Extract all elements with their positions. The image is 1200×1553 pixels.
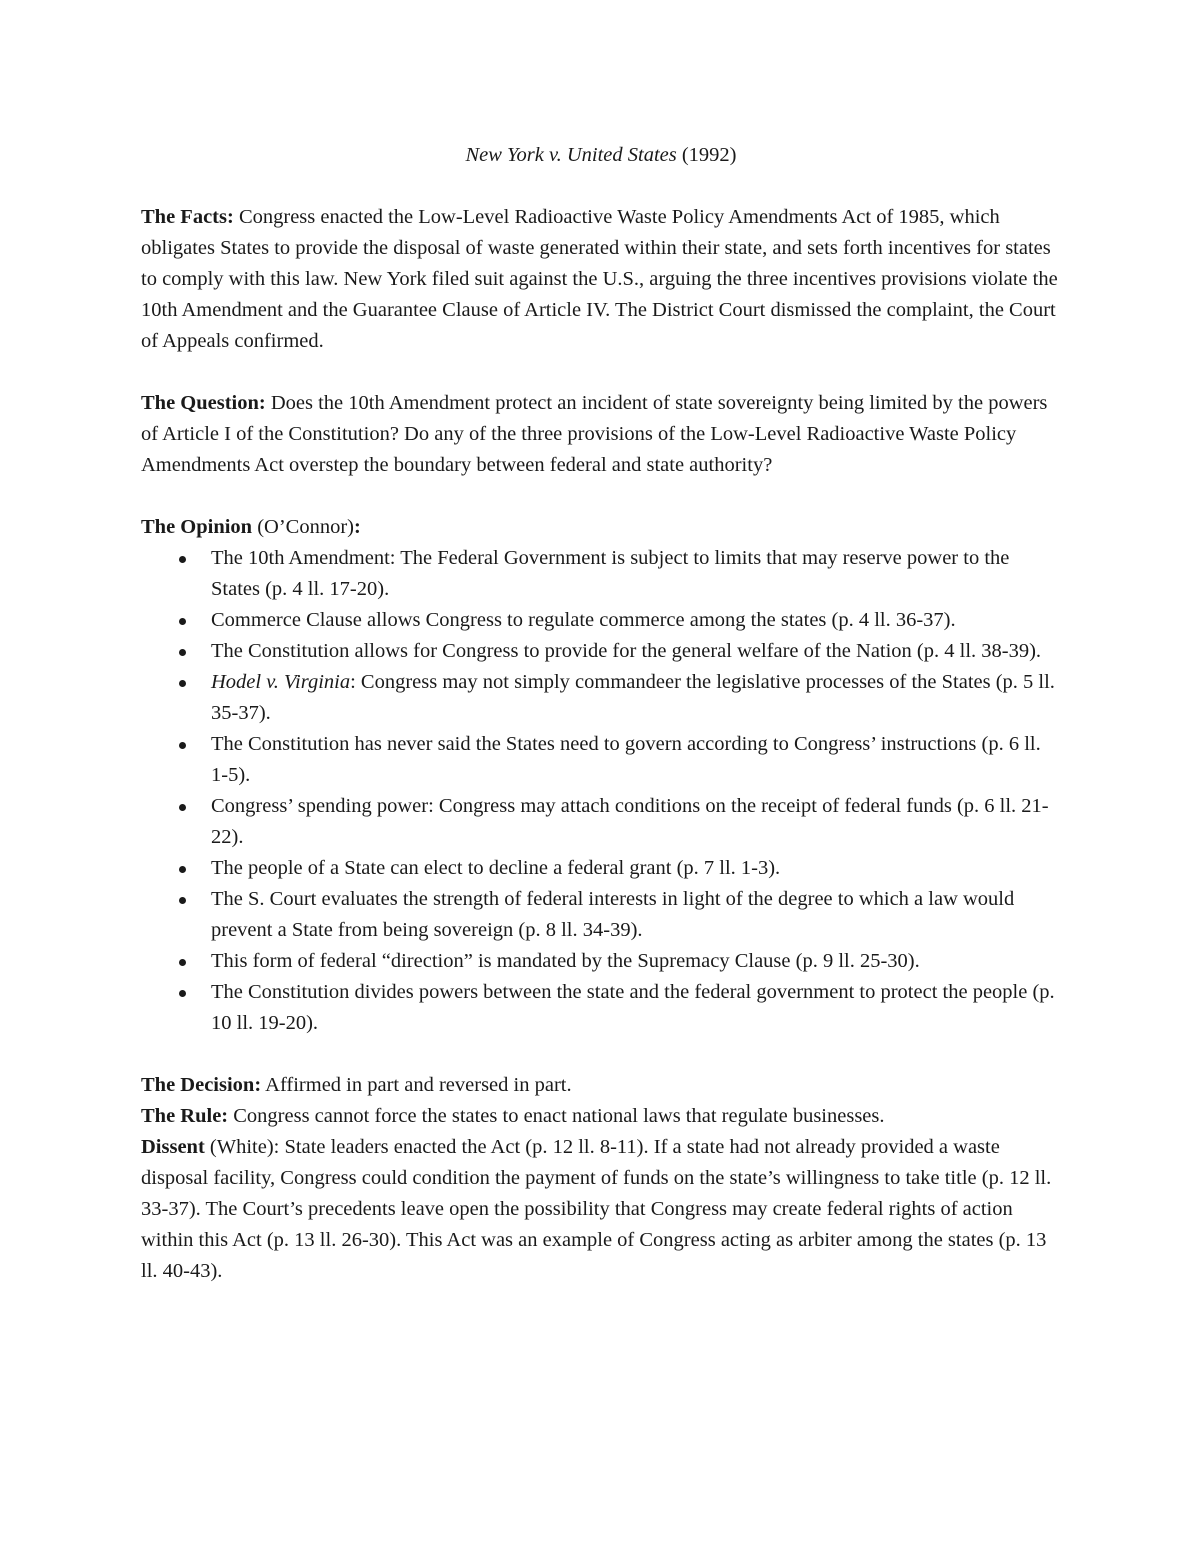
rule-text: Congress cannot force the states to enact national laws that regulate businesses. bbox=[228, 1105, 885, 1127]
dissent-author: (White): bbox=[204, 1136, 280, 1158]
facts-paragraph bbox=[141, 202, 1061, 357]
list-item bbox=[141, 605, 1061, 636]
list-item-text: The Constitution divides powers between the state and the federal government to protect the people (p. 10 ll. 19-20). bbox=[211, 981, 1055, 1034]
list-item bbox=[141, 636, 1061, 667]
spacer bbox=[141, 1039, 1061, 1070]
list-item bbox=[141, 946, 1061, 977]
bullet-icon bbox=[179, 618, 186, 625]
bullet-icon bbox=[179, 959, 186, 966]
list-item-text: The people of a State can elect to decline a federal grant (p. 7 ll. 1-3). bbox=[211, 857, 781, 879]
bullet-icon bbox=[179, 649, 186, 656]
opinion-label: The Opinion bbox=[141, 516, 253, 538]
opinion-colon: : bbox=[354, 516, 361, 538]
question-paragraph bbox=[141, 388, 1061, 481]
opinion-list bbox=[141, 543, 1061, 1039]
opinion-author: (O’Connor) bbox=[252, 516, 355, 538]
dissent-text: State leaders enacted the Act (p. 12 ll. 8-11). If a state had not already provided a waste disposal facility, Congress could condition the payment of funds on the state’s willingness to take title (p. 12 ll. 33-37). The Court’s precedents leave open the possibility that Congress may create federal rights of action within this Act (p. 13 ll. 26-30). This Act was an example of Congress acting as arbiter among the states (p. 13 ll. 40-43). bbox=[141, 1136, 1052, 1282]
document-page bbox=[141, 140, 1061, 1287]
case-name: New York v. United States bbox=[465, 144, 677, 166]
list-item-text: The Constitution allows for Congress to provide for the general welfare of the Nation (p. 4 ll. 38-39). bbox=[211, 640, 1042, 662]
bullet-icon bbox=[179, 556, 186, 563]
question-label: The Question: bbox=[141, 392, 266, 414]
list-item-text: Commerce Clause allows Congress to regulate commerce among the states (p. 4 ll. 36-37). bbox=[211, 609, 956, 631]
list-item-italic: Hodel v. Virginia bbox=[211, 671, 351, 693]
list-item-text: : Congress may not simply commandeer the legislative processes of the States (p. 5 ll. 35-37). bbox=[211, 671, 1055, 724]
rule-paragraph bbox=[141, 1101, 1061, 1132]
list-item-text: Congress’ spending power: Congress may attach conditions on the receipt of federal funds (p. 6 ll. 21-22). bbox=[211, 795, 1049, 848]
decision-paragraph bbox=[141, 1070, 1061, 1101]
list-item bbox=[141, 543, 1061, 605]
list-item bbox=[141, 791, 1061, 853]
rule-label: The Rule: bbox=[141, 1105, 229, 1127]
list-item-text: The S. Court evaluates the strength of federal interests in light of the degree to which a law would prevent a State from being sovereign (p. 8 ll. 34-39). bbox=[211, 888, 1015, 941]
bullet-icon bbox=[179, 897, 186, 904]
list-item-text: The Constitution has never said the States need to govern according to Congress’ instructions (p. 6 ll. 1-5). bbox=[211, 733, 1041, 786]
bullet-icon bbox=[179, 990, 186, 997]
list-item bbox=[141, 977, 1061, 1039]
spacer bbox=[141, 357, 1061, 388]
list-item bbox=[141, 729, 1061, 791]
bullet-icon bbox=[179, 680, 186, 687]
facts-label: The Facts: bbox=[141, 206, 234, 228]
decision-label: The Decision: bbox=[141, 1074, 262, 1096]
decision-text: Affirmed in part and reversed in part. bbox=[261, 1074, 572, 1096]
dissent-label: Dissent bbox=[141, 1136, 205, 1158]
spacer bbox=[141, 481, 1061, 512]
list-item bbox=[141, 884, 1061, 946]
list-item bbox=[141, 853, 1061, 884]
question-text: Does the 10th Amendment protect an incident of state sovereignty being limited by the powers of Article I of the Constitution? Do any of the three provisions of the Low-Level Radioactive Waste Policy Amendments Act overstep the boundary between federal and state authority? bbox=[141, 392, 1048, 476]
case-title bbox=[141, 140, 1061, 171]
bullet-icon bbox=[179, 866, 186, 873]
case-year: (1992) bbox=[676, 144, 737, 166]
list-item bbox=[141, 667, 1061, 729]
facts-text: Congress enacted the Low-Level Radioactive Waste Policy Amendments Act of 1985, which obligates States to provide the disposal of waste generated within their state, and sets forth incentives for states to comply with this law. New York filed suit against the U.S., arguing the three incentives provisions violate the 10th Amendment and the Guarantee Clause of Article IV. The District Court dismissed the complaint, the Court of Appeals confirmed. bbox=[141, 206, 1058, 352]
dissent-paragraph bbox=[141, 1132, 1061, 1287]
list-item-text: The 10th Amendment: The Federal Government is subject to limits that may reserve power to the States (p. 4 ll. 17-20). bbox=[211, 547, 1010, 600]
bullet-icon bbox=[179, 804, 186, 811]
opinion-heading bbox=[141, 512, 1061, 543]
list-item-text: This form of federal “direction” is mandated by the Supremacy Clause (p. 9 ll. 25-30). bbox=[211, 950, 920, 972]
bullet-icon bbox=[179, 742, 186, 749]
